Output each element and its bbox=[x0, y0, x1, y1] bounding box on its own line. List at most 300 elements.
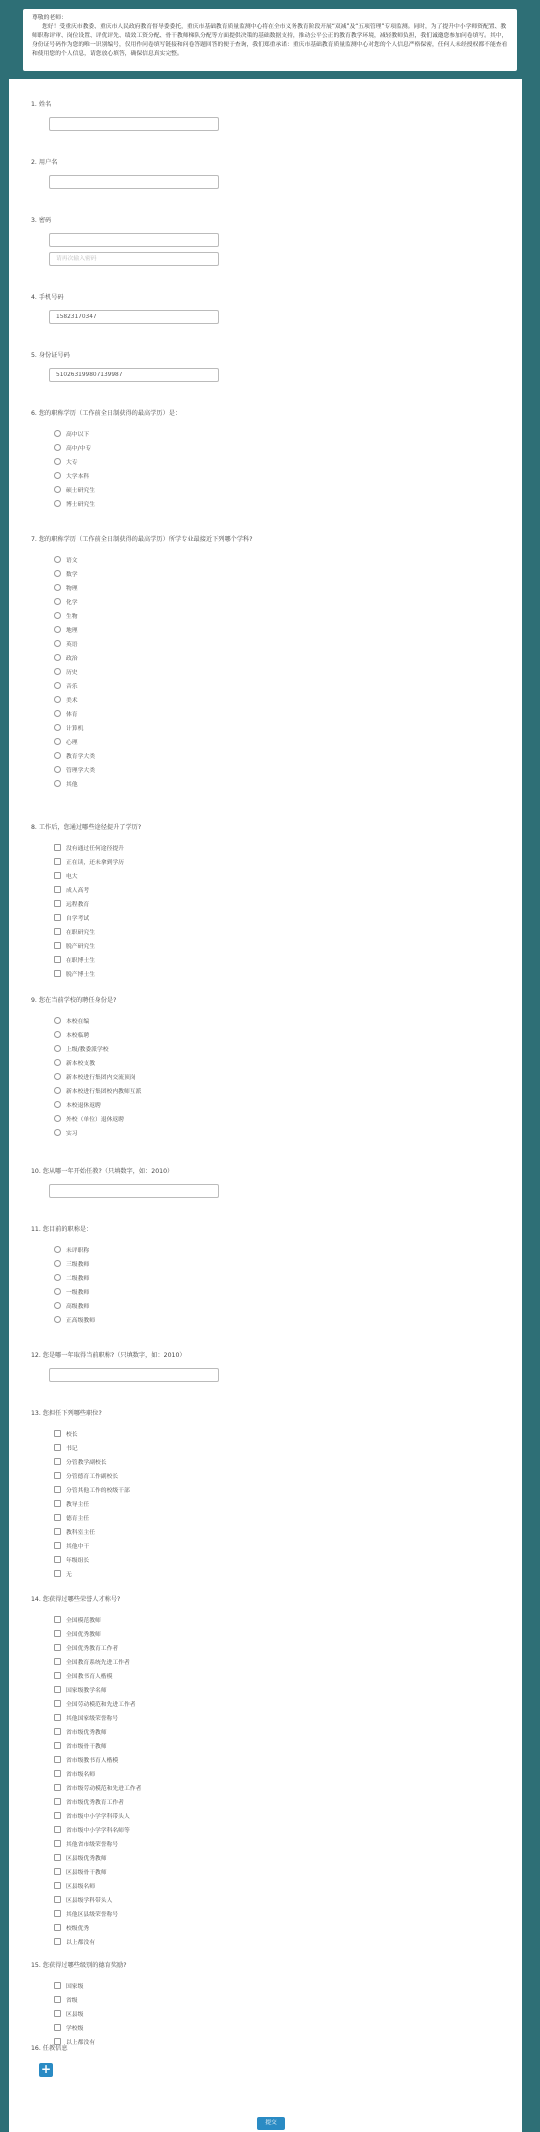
education-option[interactable] bbox=[54, 456, 78, 466]
question-title: 9. 您在当前学校的聘任身份是? bbox=[31, 997, 117, 1004]
radio-button[interactable] bbox=[54, 472, 61, 479]
option-label: 音乐 bbox=[66, 683, 78, 690]
option-label: 校长 bbox=[66, 1431, 78, 1438]
employment-option[interactable] bbox=[54, 1099, 101, 1109]
honors-option[interactable] bbox=[54, 1922, 89, 1932]
education-option[interactable] bbox=[54, 498, 95, 508]
option-label: 以上都没有 bbox=[66, 1939, 95, 1946]
question-title: 6. 您的职称学历（工作前全日制获得的最高学历）是： bbox=[31, 410, 182, 417]
radio-button[interactable] bbox=[54, 738, 61, 745]
checkbox[interactable] bbox=[54, 1996, 61, 2003]
intro-greeting: 尊敬的老师： bbox=[32, 15, 67, 21]
checkbox[interactable] bbox=[54, 1472, 61, 1479]
checkbox[interactable] bbox=[54, 1896, 61, 1903]
major-option[interactable] bbox=[54, 708, 78, 718]
question-title: 4. 手机号码 bbox=[31, 294, 64, 301]
honors-option[interactable] bbox=[54, 1880, 95, 1890]
question-username bbox=[31, 159, 57, 167]
option-label: 英语 bbox=[66, 641, 78, 648]
radio-button[interactable] bbox=[54, 780, 61, 787]
username-input[interactable] bbox=[49, 175, 219, 189]
checkbox[interactable] bbox=[54, 1728, 61, 1735]
option-label: 学校级 bbox=[66, 2025, 84, 2032]
checkbox[interactable] bbox=[54, 1826, 61, 1833]
option-label: 区县级优秀教师 bbox=[66, 1855, 107, 1862]
title-rank-option[interactable] bbox=[54, 1314, 95, 1324]
option-label: 新本校支教 bbox=[66, 1060, 95, 1067]
id-number-input[interactable] bbox=[49, 368, 219, 382]
radio-button[interactable] bbox=[54, 1045, 61, 1052]
radio-button[interactable] bbox=[54, 1087, 61, 1094]
option-label: 全国模范教师 bbox=[66, 1617, 101, 1624]
option-label: 正在读，还未拿到学历 bbox=[66, 859, 124, 866]
option-label: 新本校进行集团内交流顶岗 bbox=[66, 1074, 136, 1081]
education-option[interactable] bbox=[54, 442, 91, 452]
major-option[interactable] bbox=[54, 596, 78, 606]
question-phone bbox=[31, 294, 64, 302]
option-label: 在职研究生 bbox=[66, 929, 95, 936]
radio-button[interactable] bbox=[54, 1260, 61, 1267]
option-label: 省市级中小学学科带头人 bbox=[66, 1813, 130, 1820]
radio-button[interactable] bbox=[54, 430, 61, 437]
major-option[interactable] bbox=[54, 750, 95, 760]
question-title: 8. 工作后，您通过哪些途径提升了学历? bbox=[31, 824, 142, 831]
major-option[interactable] bbox=[54, 666, 78, 676]
option-label: 政治 bbox=[66, 655, 78, 662]
checkbox[interactable] bbox=[54, 1868, 61, 1875]
radio-button[interactable] bbox=[54, 766, 61, 773]
honors-option[interactable] bbox=[54, 1838, 118, 1848]
moral-awards-option[interactable] bbox=[54, 1994, 78, 2004]
checkbox[interactable] bbox=[54, 970, 61, 977]
option-label: 区县级 bbox=[66, 2011, 84, 2018]
checkbox[interactable] bbox=[54, 1542, 61, 1549]
honors-option[interactable] bbox=[54, 1712, 118, 1722]
option-label: 书记 bbox=[66, 1445, 78, 1452]
checkbox[interactable] bbox=[54, 2024, 61, 2031]
option-label: 教科室主任 bbox=[66, 1529, 95, 1536]
checkbox[interactable] bbox=[54, 1756, 61, 1763]
checkbox[interactable] bbox=[54, 1910, 61, 1917]
option-label: 自学考试 bbox=[66, 915, 90, 922]
honors-option[interactable] bbox=[54, 1894, 112, 1904]
radio-button[interactable] bbox=[54, 570, 61, 577]
degree-upgrade-option[interactable] bbox=[54, 856, 124, 866]
question-title: 12. 您是哪一年取得当前职称?（只填数字，如：2010） bbox=[31, 1352, 186, 1359]
checkbox[interactable] bbox=[54, 2010, 61, 2017]
checkbox[interactable] bbox=[54, 844, 61, 851]
honors-option[interactable] bbox=[54, 1908, 118, 1918]
question-title: 11. 您目前的职称是： bbox=[31, 1226, 93, 1233]
question-education bbox=[31, 410, 181, 418]
employment-option[interactable] bbox=[54, 1057, 95, 1067]
positions-option[interactable] bbox=[54, 1456, 107, 1466]
checkbox[interactable] bbox=[54, 886, 61, 893]
employment-option[interactable] bbox=[54, 1043, 109, 1053]
major-option[interactable] bbox=[54, 722, 83, 732]
option-label: 分管德育工作副校长 bbox=[66, 1473, 119, 1480]
option-label: 三级教师 bbox=[66, 1261, 90, 1268]
question-title: 15. 您获得过哪些级别的德育奖励? bbox=[31, 1962, 127, 1969]
honors-option[interactable] bbox=[54, 1782, 141, 1792]
option-label: 外校（单位）退休返聘 bbox=[66, 1116, 124, 1123]
option-label: 分管教学副校长 bbox=[66, 1459, 107, 1466]
option-label: 德育主任 bbox=[66, 1515, 90, 1522]
major-option[interactable] bbox=[54, 568, 78, 578]
option-label: 远程教育 bbox=[66, 901, 90, 908]
question-title: 7. 您的职称学历（工作前全日制获得的最高学历）所学专业最接近下列哪个学科? bbox=[31, 536, 253, 543]
degree-upgrade-option[interactable] bbox=[54, 954, 95, 964]
checkbox[interactable] bbox=[54, 1854, 61, 1861]
intro-body: 您好！受重庆市教委、重庆市人民政府教育督导委委托，重庆市基础教育质量监测中心将在全市义务教育阶段开展“双减”及“五项管理”专项监测。同时，为了提升中小学师资配置、教师职称评审、岗位设置、评优评先、绩效工资分配、骨干教师梯队分配等方面提供决策的基础数据支持，推动公平公正的教育教学环境，减轻教师负担，我们诚邀您参加问卷填写。其中，身份证号码作为您的唯一识别编号，仅用作问卷填写链接和问卷答题回答的便于查询，我们郑重承诺：重庆市基础教育质量监测中心对您的个人信息严格保密，任何人未经授权都不能查看和使用您的个人信息，请您放心填答，确保信息真实完整。 bbox=[32, 24, 508, 57]
moral-awards-option[interactable] bbox=[54, 2008, 83, 2018]
radio-button[interactable] bbox=[54, 654, 61, 661]
radio-button[interactable] bbox=[54, 1288, 61, 1295]
education-option[interactable] bbox=[54, 470, 89, 480]
checkbox[interactable] bbox=[54, 1798, 61, 1805]
option-label: 心理 bbox=[66, 739, 78, 746]
employment-option[interactable] bbox=[54, 1113, 124, 1123]
option-label: 其他省市级荣誉称号 bbox=[66, 1841, 119, 1848]
option-label: 成人高考 bbox=[66, 887, 90, 894]
honors-option[interactable] bbox=[54, 1628, 101, 1638]
question-title-rank bbox=[31, 1226, 92, 1234]
checkbox[interactable] bbox=[54, 1430, 61, 1437]
radio-button[interactable] bbox=[54, 1246, 61, 1253]
option-label: 省市级中小学学科名师等 bbox=[66, 1827, 130, 1834]
checkbox[interactable] bbox=[54, 1570, 61, 1577]
degree-upgrade-option[interactable] bbox=[54, 940, 95, 950]
option-label: 物理 bbox=[66, 585, 78, 592]
checkbox[interactable] bbox=[54, 1742, 61, 1749]
option-label: 其他区县级荣誉称号 bbox=[66, 1911, 119, 1918]
honors-option[interactable] bbox=[54, 1698, 136, 1708]
honors-option[interactable] bbox=[54, 1656, 130, 1666]
option-label: 正高级教师 bbox=[66, 1317, 95, 1324]
option-label: 新本校进行集团校内教师互派 bbox=[66, 1088, 142, 1095]
honors-option[interactable] bbox=[54, 1824, 130, 1834]
radio-button[interactable] bbox=[54, 584, 61, 591]
option-label: 实习 bbox=[66, 1130, 78, 1137]
major-option[interactable] bbox=[54, 694, 78, 704]
honors-option[interactable] bbox=[54, 1684, 107, 1694]
title-rank-option[interactable] bbox=[54, 1300, 89, 1310]
radio-button[interactable] bbox=[54, 500, 61, 507]
checkbox[interactable] bbox=[54, 1486, 61, 1493]
phone-input[interactable] bbox=[49, 310, 219, 324]
option-label: 一级教师 bbox=[66, 1289, 90, 1296]
radio-button[interactable] bbox=[54, 626, 61, 633]
title-rank-option[interactable] bbox=[54, 1244, 89, 1254]
checkbox[interactable] bbox=[54, 1714, 61, 1721]
checkbox[interactable] bbox=[54, 956, 61, 963]
option-label: 大专 bbox=[66, 459, 78, 466]
employment-option[interactable] bbox=[54, 1029, 89, 1039]
honors-option[interactable] bbox=[54, 1796, 124, 1806]
checkbox[interactable] bbox=[54, 1528, 61, 1535]
option-label: 地理 bbox=[66, 627, 78, 634]
checkbox[interactable] bbox=[54, 1686, 61, 1693]
question-rank-year bbox=[31, 1352, 186, 1360]
option-label: 省市级教书育人楷模 bbox=[66, 1757, 119, 1764]
option-label: 高中以下 bbox=[66, 431, 90, 438]
major-option[interactable] bbox=[54, 638, 78, 648]
positions-option[interactable] bbox=[54, 1554, 89, 1564]
option-label: 全国优秀教育工作者 bbox=[66, 1645, 119, 1652]
honors-option[interactable] bbox=[54, 1936, 95, 1946]
checkbox[interactable] bbox=[54, 928, 61, 935]
radio-button[interactable] bbox=[54, 556, 61, 563]
positions-option[interactable] bbox=[54, 1428, 78, 1438]
option-label: 省级 bbox=[66, 1997, 78, 2004]
checkbox[interactable] bbox=[54, 1812, 61, 1819]
education-option[interactable] bbox=[54, 484, 95, 494]
title-rank-option[interactable] bbox=[54, 1286, 89, 1296]
question-positions bbox=[31, 1410, 102, 1418]
radio-button[interactable] bbox=[54, 724, 61, 731]
employment-option[interactable] bbox=[54, 1071, 136, 1081]
checkbox[interactable] bbox=[54, 1500, 61, 1507]
major-option[interactable] bbox=[54, 610, 78, 620]
option-label: 其他中干 bbox=[66, 1543, 90, 1550]
option-label: 生物 bbox=[66, 613, 78, 620]
question-honors bbox=[31, 1596, 120, 1604]
checkbox[interactable] bbox=[54, 1924, 61, 1931]
radio-button[interactable] bbox=[54, 1059, 61, 1066]
positions-option[interactable] bbox=[54, 1540, 89, 1550]
option-label: 美术 bbox=[66, 697, 78, 704]
radio-button[interactable] bbox=[54, 1274, 61, 1281]
option-label: 高中/中专 bbox=[66, 445, 92, 452]
option-label: 年级组长 bbox=[66, 1557, 90, 1564]
degree-upgrade-option[interactable] bbox=[54, 926, 95, 936]
honors-option[interactable] bbox=[54, 1754, 118, 1764]
checkbox[interactable] bbox=[54, 1672, 61, 1679]
radio-button[interactable] bbox=[54, 1316, 61, 1323]
option-label: 计算机 bbox=[66, 725, 84, 732]
checkbox[interactable] bbox=[54, 1840, 61, 1847]
employment-option[interactable] bbox=[54, 1085, 141, 1095]
checkbox[interactable] bbox=[54, 1784, 61, 1791]
option-label: 大学本科 bbox=[66, 473, 90, 480]
honors-option[interactable] bbox=[54, 1740, 107, 1750]
radio-button[interactable] bbox=[54, 1302, 61, 1309]
password-confirm-input[interactable] bbox=[49, 252, 219, 266]
question-moral-awards bbox=[31, 1962, 127, 1970]
checkbox[interactable] bbox=[54, 1556, 61, 1563]
employment-option[interactable] bbox=[54, 1127, 78, 1137]
checkbox[interactable] bbox=[54, 1658, 61, 1665]
major-option[interactable] bbox=[54, 736, 78, 746]
checkbox[interactable] bbox=[54, 1616, 61, 1623]
option-label: 教育学大类 bbox=[66, 753, 95, 760]
honors-option[interactable] bbox=[54, 1810, 130, 1820]
option-label: 区县级名师 bbox=[66, 1883, 95, 1890]
option-label: 国家级教学名师 bbox=[66, 1687, 107, 1694]
degree-upgrade-option[interactable] bbox=[54, 884, 89, 894]
major-option[interactable] bbox=[54, 778, 78, 788]
option-label: 省市级名师 bbox=[66, 1771, 95, 1778]
positions-option[interactable] bbox=[54, 1484, 130, 1494]
option-label: 在职博士生 bbox=[66, 957, 95, 964]
radio-button[interactable] bbox=[54, 598, 61, 605]
option-label: 体育 bbox=[66, 711, 78, 718]
positions-option[interactable] bbox=[54, 1498, 89, 1508]
honors-option[interactable] bbox=[54, 1866, 107, 1876]
question-degree-upgrade bbox=[31, 824, 141, 832]
moral-awards-option[interactable] bbox=[54, 2022, 83, 2032]
question-major bbox=[31, 536, 253, 544]
title-rank-option[interactable] bbox=[54, 1258, 89, 1268]
option-label: 本校临聘 bbox=[66, 1032, 90, 1039]
radio-button[interactable] bbox=[54, 444, 61, 451]
question-start-year bbox=[31, 1168, 173, 1176]
option-label: 以上都没有 bbox=[66, 2039, 95, 2046]
degree-upgrade-option[interactable] bbox=[54, 842, 124, 852]
checkbox[interactable] bbox=[54, 2038, 61, 2045]
radio-button[interactable] bbox=[54, 1031, 61, 1038]
question-id-number bbox=[31, 352, 70, 360]
option-label: 全国劳动模范和先进工作者 bbox=[66, 1701, 136, 1708]
major-option[interactable] bbox=[54, 764, 95, 774]
option-label: 电大 bbox=[66, 873, 78, 880]
option-label: 数学 bbox=[66, 571, 78, 578]
radio-button[interactable] bbox=[54, 458, 61, 465]
degree-upgrade-option[interactable] bbox=[54, 912, 89, 922]
option-label: 区县级学科带头人 bbox=[66, 1897, 113, 1904]
radio-button[interactable] bbox=[54, 612, 61, 619]
honors-option[interactable] bbox=[54, 1726, 107, 1736]
option-label: 省市级骨干教师 bbox=[66, 1743, 107, 1750]
radio-button[interactable] bbox=[54, 1115, 61, 1122]
radio-button[interactable] bbox=[54, 682, 61, 689]
password-input[interactable] bbox=[49, 233, 219, 247]
checkbox[interactable] bbox=[54, 872, 61, 879]
radio-button[interactable] bbox=[54, 1129, 61, 1136]
option-label: 国家级 bbox=[66, 1983, 84, 1990]
question-title: 5. 身份证号码 bbox=[31, 352, 70, 359]
option-label: 教导主任 bbox=[66, 1501, 90, 1508]
question-title: 10. 您从哪一年开始任教?（只填数字，如：2010） bbox=[31, 1168, 174, 1175]
checkbox[interactable] bbox=[54, 1982, 61, 1989]
checkbox[interactable] bbox=[54, 900, 61, 907]
option-label: 分管其他工作的校级干部 bbox=[66, 1487, 130, 1494]
option-label: 上级/教委派学校 bbox=[66, 1046, 109, 1053]
checkbox[interactable] bbox=[54, 1644, 61, 1651]
major-option[interactable] bbox=[54, 554, 78, 564]
moral-awards-option[interactable] bbox=[54, 1980, 83, 1990]
start-year-input[interactable] bbox=[49, 1184, 219, 1198]
option-label: 全国教书育人楷模 bbox=[66, 1673, 113, 1680]
radio-button[interactable] bbox=[54, 696, 61, 703]
degree-upgrade-option[interactable] bbox=[54, 870, 78, 880]
checkbox[interactable] bbox=[54, 914, 61, 921]
checkbox[interactable] bbox=[54, 1700, 61, 1707]
option-label: 化学 bbox=[66, 599, 78, 606]
question-title: 16. 任教信息 bbox=[31, 2045, 68, 2052]
name-input[interactable] bbox=[49, 117, 219, 131]
option-label: 省市级优秀教育工作者 bbox=[66, 1799, 124, 1806]
checkbox[interactable] bbox=[54, 1630, 61, 1637]
question-title: 13. 您担任下列哪些职位? bbox=[31, 1410, 102, 1417]
checkbox[interactable] bbox=[54, 1444, 61, 1451]
radio-button[interactable] bbox=[54, 486, 61, 493]
option-label: 无 bbox=[66, 1571, 72, 1578]
option-label: 区县级骨干教师 bbox=[66, 1869, 107, 1876]
checkbox[interactable] bbox=[54, 942, 61, 949]
education-option[interactable] bbox=[54, 428, 89, 438]
checkbox[interactable] bbox=[54, 1770, 61, 1777]
honors-option[interactable] bbox=[54, 1642, 118, 1652]
option-label: 其他 bbox=[66, 781, 78, 788]
option-label: 本校退休返聘 bbox=[66, 1102, 101, 1109]
option-label: 博士研究生 bbox=[66, 501, 95, 508]
submit-button[interactable]: 提交 bbox=[257, 2117, 285, 2130]
checkbox[interactable] bbox=[54, 858, 61, 865]
positions-option[interactable] bbox=[54, 1526, 95, 1536]
rank-year-input[interactable] bbox=[49, 1368, 219, 1382]
radio-button[interactable] bbox=[54, 1017, 61, 1024]
radio-button[interactable] bbox=[54, 640, 61, 647]
radio-button[interactable] bbox=[54, 668, 61, 675]
question-title: 1. 姓名 bbox=[31, 101, 52, 108]
radio-button[interactable] bbox=[54, 1073, 61, 1080]
honors-option[interactable] bbox=[54, 1768, 95, 1778]
positions-option[interactable] bbox=[54, 1512, 89, 1522]
option-label: 省市级优秀教师 bbox=[66, 1729, 107, 1736]
radio-button[interactable] bbox=[54, 752, 61, 759]
option-label: 全国优秀教师 bbox=[66, 1631, 101, 1638]
option-label: 管理学大类 bbox=[66, 767, 95, 774]
option-label: 未评职称 bbox=[66, 1247, 90, 1254]
option-label: 其他国家级荣誉称号 bbox=[66, 1715, 119, 1722]
honors-option[interactable] bbox=[54, 1852, 107, 1862]
honors-option[interactable] bbox=[54, 1614, 101, 1624]
checkbox[interactable] bbox=[54, 1458, 61, 1465]
option-label: 没有通过任何途径提升 bbox=[66, 845, 124, 852]
checkbox[interactable] bbox=[54, 1882, 61, 1889]
option-label: 校级优秀 bbox=[66, 1925, 90, 1932]
add-teaching-info-button[interactable]: + bbox=[40, 2062, 52, 2076]
degree-upgrade-option[interactable] bbox=[54, 968, 95, 978]
option-label: 历史 bbox=[66, 669, 78, 676]
option-label: 脱产博士生 bbox=[66, 971, 95, 978]
major-option[interactable] bbox=[54, 652, 78, 662]
option-label: 硕士研究生 bbox=[66, 487, 95, 494]
positions-option[interactable] bbox=[54, 1470, 118, 1480]
major-option[interactable] bbox=[54, 582, 78, 592]
option-label: 二级教师 bbox=[66, 1275, 90, 1282]
degree-upgrade-option[interactable] bbox=[54, 898, 89, 908]
positions-option[interactable] bbox=[54, 1568, 72, 1578]
option-label: 脱产研究生 bbox=[66, 943, 95, 950]
option-label: 高级教师 bbox=[66, 1303, 90, 1310]
moral-awards-option[interactable] bbox=[54, 2036, 95, 2046]
question-title: 14. 您获得过哪些荣誉人才称号? bbox=[31, 1596, 121, 1603]
major-option[interactable] bbox=[54, 680, 78, 690]
radio-button[interactable] bbox=[54, 710, 61, 717]
question-name bbox=[31, 101, 51, 109]
positions-option[interactable] bbox=[54, 1442, 78, 1452]
title-rank-option[interactable] bbox=[54, 1272, 89, 1282]
checkbox[interactable] bbox=[54, 1514, 61, 1521]
employment-option[interactable] bbox=[54, 1015, 89, 1025]
question-title: 2. 用户名 bbox=[31, 159, 58, 166]
honors-option[interactable] bbox=[54, 1670, 112, 1680]
checkbox[interactable] bbox=[54, 1938, 61, 1945]
major-option[interactable] bbox=[54, 624, 78, 634]
radio-button[interactable] bbox=[54, 1101, 61, 1108]
